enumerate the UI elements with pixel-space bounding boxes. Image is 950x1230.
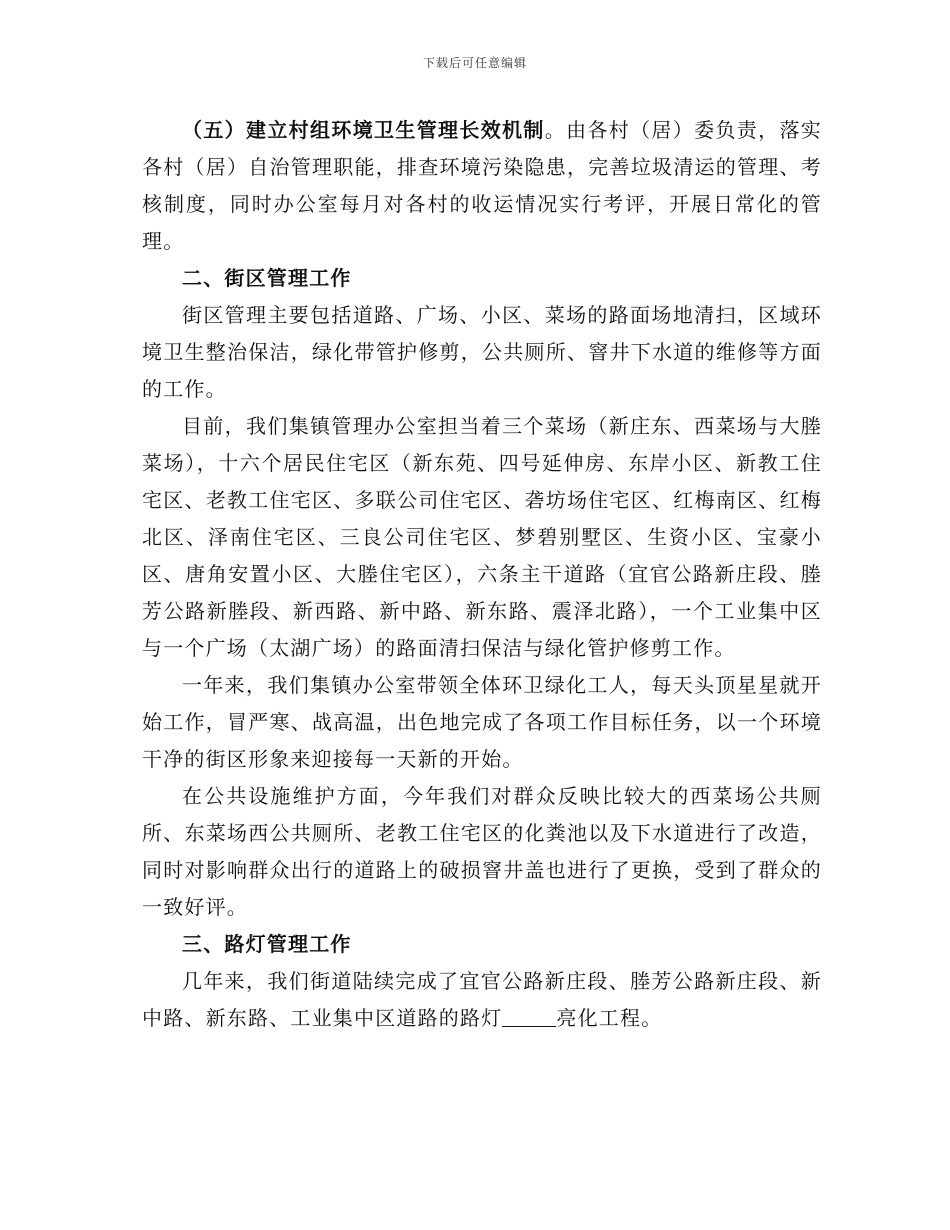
paragraph-text: 。由各村（居）委负责，落实各村（居）自治管理职能，排查环境污染隐患，完善垃圾清运的管理、考核制度，同时办公室每月对各村的收运情况实行考评，开展日常化的管理。 [142, 118, 822, 253]
paragraph-heading: （五）建立村组环境卫生管理长效机制 [182, 118, 545, 142]
paragraph-year-review: 一年来，我们集镇办公室带领全体环卫绿化工人，每天头顶星星就开始工作，冒严寒、战高温，出色地完成了各项工作目标任务，以一个环境干净的街区形象来迎接每一天新的开始。 [142, 673, 822, 771]
paragraph-text: 几年来，我们街道陆续完成了宜官公路新庄段、塍芳公路新庄段、新中路、新东路、工业集中区道路的路灯 [142, 969, 822, 1030]
paragraph-mechanism [142, 112, 822, 260]
blank-underline [502, 1006, 556, 1027]
section-heading-streetlight-management: 三、路灯管理工作 [182, 932, 352, 956]
paragraph-streetlight-projects [142, 963, 822, 1037]
section-heading-street-management: 二、街区管理工作 [182, 266, 352, 290]
document-body [142, 112, 822, 1037]
page-header-note: 下载后可任意编辑 [422, 56, 527, 70]
paragraph-street-scope: 街区管理主要包括道路、广场、小区、菜场的路面场地清扫，区域环境卫生整治保洁，绿化带管护修剪，公共厕所、窨井下水道的维修等方面的工作。 [142, 303, 822, 401]
paragraph-facility-maintenance: 在公共设施维护方面，今年我们对群众反映比较大的西菜场公共厕所、东菜场西公共厕所、老教工住宅区的化粪池以及下水道进行了改造，同时对影响群众出行的道路上的破损窨井盖也进行了更换，受到了群众的一致好评。 [142, 784, 822, 919]
paragraph-current-responsibilities: 目前，我们集镇管理办公室担当着三个菜场（新庄东、西菜场与大塍菜场），十六个居民住宅区（新东苑、四号延伸房、东岸小区、新教工住宅区、老教工住宅区、多联公司住宅区、砻坊场住宅区、红梅南区、红梅北区、泽南住宅区、三良公司住宅区、梦碧别墅区、生资小区、宝豪小区、唐角安置小区、大塍住宅区），六条主干道路（宜官公路新庄段、塍芳公路新塍段、新西路、新中路、新东路、震泽北路），一个工业集中区与一个广场（太湖广场）的路面清扫保洁与绿化管护修剪工作。 [142, 414, 822, 660]
paragraph-text: 亮化工程。 [556, 1006, 663, 1030]
